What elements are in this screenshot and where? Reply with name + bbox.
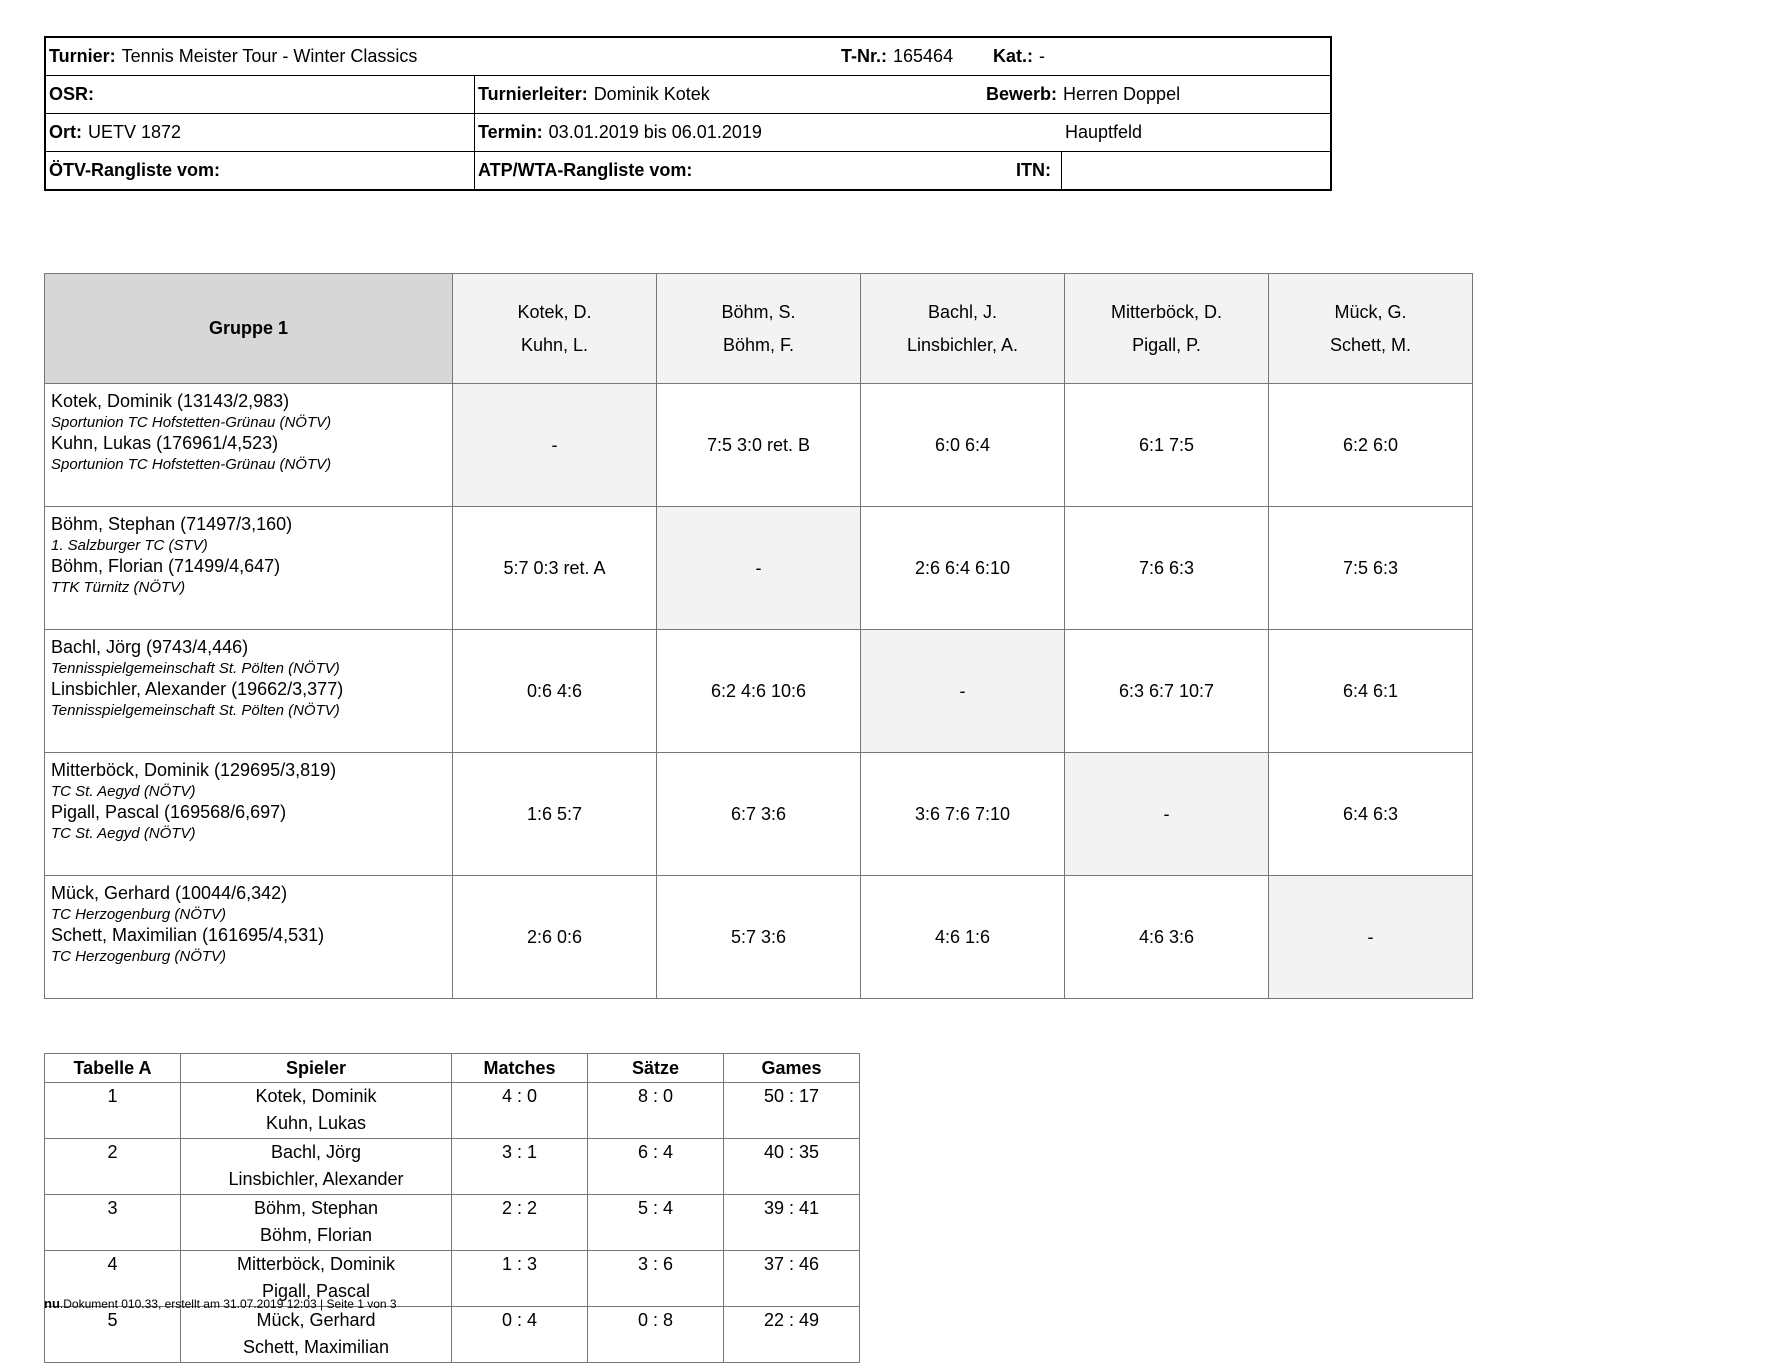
column-player-2: Linsbichler, A. [906,334,1019,355]
oetv-label: ÖTV-Rangliste vom: [49,160,221,180]
match-result: 2:6 6:4 6:10 [861,507,1065,630]
column-player-1: Bachl, J. [927,301,998,322]
table-row [45,1195,860,1251]
footer-brand: nu [44,1296,60,1311]
player-name: Linsbichler, Alexander [228,1169,404,1189]
player-club: Tennisspielgemeinschaft St. Pölten (NÖTV) [51,660,340,677]
header-row-rangliste [46,152,1330,189]
match-result: 2:6 0:6 [453,876,657,999]
player-name: Böhm, Stephan (71497/3,160) [51,514,293,534]
player-name: Böhm, Stephan [253,1198,379,1218]
ort-field [49,114,181,151]
player-club: TTK Türnitz (NÖTV) [51,579,186,596]
bewerb-value: Herren Doppel [1063,84,1181,104]
match-result: 6:4 6:1 [1269,630,1473,753]
turnierleiter-value: Dominik Kotek [593,84,710,104]
column-player-2: Pigall, P. [1132,334,1201,355]
feld-value: Hauptfeld [1065,122,1143,142]
atp-label: ATP/WTA-Rangliste vom: [478,160,693,180]
saetze: 8 : 0 [588,1083,724,1139]
ort-label: Ort: [49,122,82,142]
match-result: 6:0 6:4 [861,384,1065,507]
termin-value: 03.01.2019 bis 06.01.2019 [548,122,762,142]
match-result: 6:7 3:6 [657,753,861,876]
rank: 4 [45,1251,181,1307]
itn-field [1016,152,1051,189]
games: 39 : 41 [724,1195,860,1251]
player-name: Mitterböck, Dominik [236,1254,396,1274]
matches: 4 : 0 [452,1083,588,1139]
col-header-games: Games [724,1054,860,1083]
player-name: Mück, Gerhard (10044/6,342) [51,883,288,903]
saetze: 0 : 8 [588,1307,724,1363]
games: 40 : 35 [724,1139,860,1195]
match-result: 6:2 4:6 10:6 [657,630,861,753]
player-name: Schett, Maximilian [242,1337,390,1357]
column-player-1: Mück, G. [1334,301,1407,322]
player-name: Mück, Gerhard [256,1310,376,1330]
match-result: 1:6 5:7 [453,753,657,876]
player-club: Sportunion TC Hofstetten-Grünau (NÖTV) [51,456,332,473]
column-player-1: Mitterböck, D. [1110,301,1223,322]
header-row-turnier [46,38,1330,76]
tnr-field [841,38,953,75]
player-club: TC St. Aegyd (NÖTV) [51,825,196,842]
group-title: Gruppe 1 [45,274,453,384]
itn-label: ITN: [1016,160,1051,180]
table-row [45,630,1473,753]
rank: 5 [45,1307,181,1363]
match-result: 7:5 3:0 ret. B [657,384,861,507]
table-row [45,384,1473,507]
player-club: Sportunion TC Hofstetten-Grünau (NÖTV) [51,414,332,431]
atp-field [478,152,692,189]
match-result: - [1065,753,1269,876]
team-names [181,1307,452,1363]
column-header [1065,274,1269,384]
games: 37 : 46 [724,1251,860,1307]
match-result: 4:6 3:6 [1065,876,1269,999]
col-header-matches: Matches [452,1054,588,1083]
player-name: Kotek, Dominik (13143/2,983) [51,391,290,411]
match-result: - [657,507,861,630]
match-result: 6:2 6:0 [1269,384,1473,507]
column-header [861,274,1065,384]
osr-field [49,76,94,113]
player-name: Böhm, Florian [259,1225,373,1245]
match-result: 4:6 1:6 [861,876,1065,999]
match-result: 7:6 6:3 [1065,507,1269,630]
column-player-1: Kotek, D. [517,301,592,322]
kat-label: Kat.: [993,46,1033,66]
table-row [45,1307,860,1363]
matches: 3 : 1 [452,1139,588,1195]
table-row [45,1139,860,1195]
kat-value: - [1039,46,1045,66]
matches: 1 : 3 [452,1251,588,1307]
team-cell [45,876,453,999]
feld-field [1065,114,1142,151]
team-names [181,1195,452,1251]
player-name: Mitterböck, Dominik (129695/3,819) [51,760,337,780]
group-matrix [44,273,1473,999]
matches: 2 : 2 [452,1195,588,1251]
rank: 2 [45,1139,181,1195]
team-cell [45,630,453,753]
tnr-label: T-Nr.: [841,46,888,66]
col-header-spieler: Spieler [181,1054,452,1083]
oetv-field [49,152,220,189]
match-result: 5:7 3:6 [657,876,861,999]
match-result: 6:3 6:7 10:7 [1065,630,1269,753]
match-result: 5:7 0:3 ret. A [453,507,657,630]
player-name: Böhm, Florian (71499/4,647) [51,556,281,576]
standings-table [44,1053,860,1363]
termin-field [478,114,762,151]
matrix-header-row [45,274,1473,384]
col-header-saetze: Sätze [588,1054,724,1083]
table-row [45,1083,860,1139]
osr-label: OSR: [49,84,94,104]
bewerb-label: Bewerb: [986,84,1058,104]
match-result: 0:6 4:6 [453,630,657,753]
player-name: Bachl, Jörg (9743/4,446) [51,637,249,657]
col-header-tabelle: Tabelle A [45,1054,181,1083]
match-result: 6:1 7:5 [1065,384,1269,507]
table-row [45,507,1473,630]
rank: 3 [45,1195,181,1251]
turnier-label: Turnier: [49,46,116,66]
standings-header-row [45,1054,860,1083]
player-name: Pigall, Pascal [261,1281,371,1301]
team-cell [45,753,453,876]
saetze: 3 : 6 [588,1251,724,1307]
column-player-1: Böhm, S. [721,301,796,322]
player-club: TC Herzogenburg (NÖTV) [51,906,227,923]
column-header [657,274,861,384]
turnierleiter-field [478,76,710,113]
match-result: - [453,384,657,507]
saetze: 6 : 4 [588,1139,724,1195]
team-names [181,1083,452,1139]
games: 22 : 49 [724,1307,860,1363]
player-name: Pigall, Pascal (169568/6,697) [51,802,287,822]
column-player-2: Schett, M. [1329,334,1412,355]
turnierleiter-label: Turnierleiter: [478,84,588,104]
kat-field [993,38,1045,75]
table-row [45,753,1473,876]
table-row [45,876,1473,999]
player-name: Kotek, Dominik [255,1086,377,1106]
termin-label: Termin: [478,122,543,142]
match-result: 3:6 7:6 7:10 [861,753,1065,876]
tournament-header [44,36,1332,191]
player-name: Kuhn, Lukas (176961/4,523) [51,433,279,453]
header-row-ort [46,114,1330,152]
ort-value: UETV 1872 [88,122,182,142]
saetze: 5 : 4 [588,1195,724,1251]
player-club: 1. Salzburger TC (STV) [51,537,208,554]
player-club: Tennisspielgemeinschaft St. Pölten (NÖTV) [51,702,340,719]
rank: 1 [45,1083,181,1139]
player-club: TC St. Aegyd (NÖTV) [51,783,196,800]
matches: 0 : 4 [452,1307,588,1363]
match-result: 6:4 6:3 [1269,753,1473,876]
team-cell [45,384,453,507]
column-header [453,274,657,384]
match-result: - [1269,876,1473,999]
turnier-field [49,38,417,75]
games: 50 : 17 [724,1083,860,1139]
player-name: Schett, Maximilian (161695/4,531) [51,925,325,945]
bewerb-field [986,76,1180,113]
column-player-2: Böhm, F. [722,334,795,355]
team-names [181,1139,452,1195]
player-name: Kuhn, Lukas [265,1113,367,1133]
player-name: Bachl, Jörg [270,1142,362,1162]
player-club: TC Herzogenburg (NÖTV) [51,948,227,965]
column-player-2: Kuhn, L. [520,334,589,355]
match-result: 7:5 6:3 [1269,507,1473,630]
footer-text: .Dokument 010.33, erstellt am 31.07.2019 12:03 | Seite 1 von 3 [59,1297,397,1311]
tnr-value: 165464 [893,46,954,66]
document-footer [44,1296,397,1311]
turnier-value: Tennis Meister Tour - Winter Classics [121,46,418,66]
player-name: Linsbichler, Alexander (19662/3,377) [51,679,344,699]
column-header [1269,274,1473,384]
team-cell [45,507,453,630]
match-result: - [861,630,1065,753]
header-row-osr [46,76,1330,114]
